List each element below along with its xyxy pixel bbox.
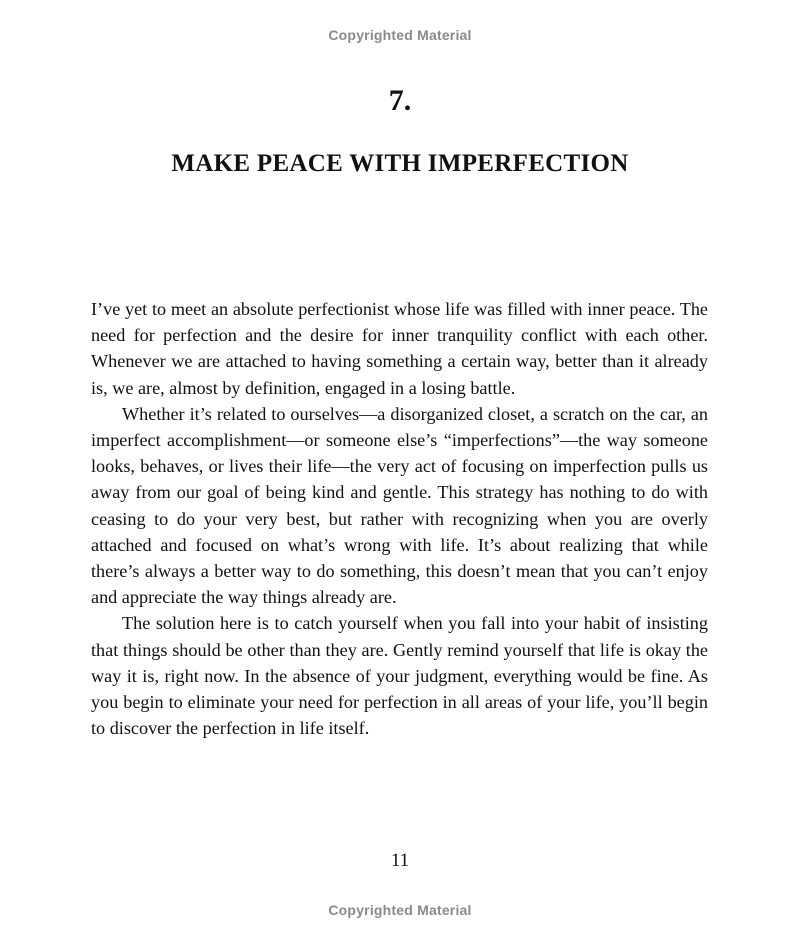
paragraph-2: Whether it’s related to ourselves—a disorganized closet, a scratch on the car, an imperfect accomplishment—or someone else’s “imperfections”—the way someone looks, behaves, or lives their life—the very act of focusing on imperfection pulls us away from our goal of being kind and gentle. This strategy has nothing to do with ceasing to do your very best, but rather with recognizing when you are overly attached and focused on what’s wrong with life. It’s about realizing that while there’s always a better way to do something, this doesn’t mean that you can’t enjoy and appreciate the way things already are. <box>91 403 708 608</box>
paragraph-3: The solution here is to catch yourself when you fall into your habit of insisting that things should be other than they are. Gently remind yourself that life is okay the way it is, right now. In the absence of your judgment, everything would be fine. As you begin to eliminate your need for perfection in all areas of your life, you’ll begin to discover the perfection in life itself. <box>91 613 708 739</box>
chapter-number: 7. <box>388 84 412 117</box>
page-number: 11 <box>390 850 410 871</box>
copyright-watermark-bottom: Copyrighted Material <box>328 902 472 918</box>
chapter-title: MAKE PEACE WITH IMPERFECTION <box>171 150 629 177</box>
copyright-watermark-top: Copyrighted Material <box>328 27 472 43</box>
paragraph-1: I’ve yet to meet an absolute perfectionist whose life was filled with inner peace. The need for perfection and the desire for inner tranquility conflict with each other. Whenever we are attached to having something a certain way, better than it already is, we are, almost by definition, engaged in a losing battle. <box>91 299 708 398</box>
body-text <box>91 296 708 741</box>
